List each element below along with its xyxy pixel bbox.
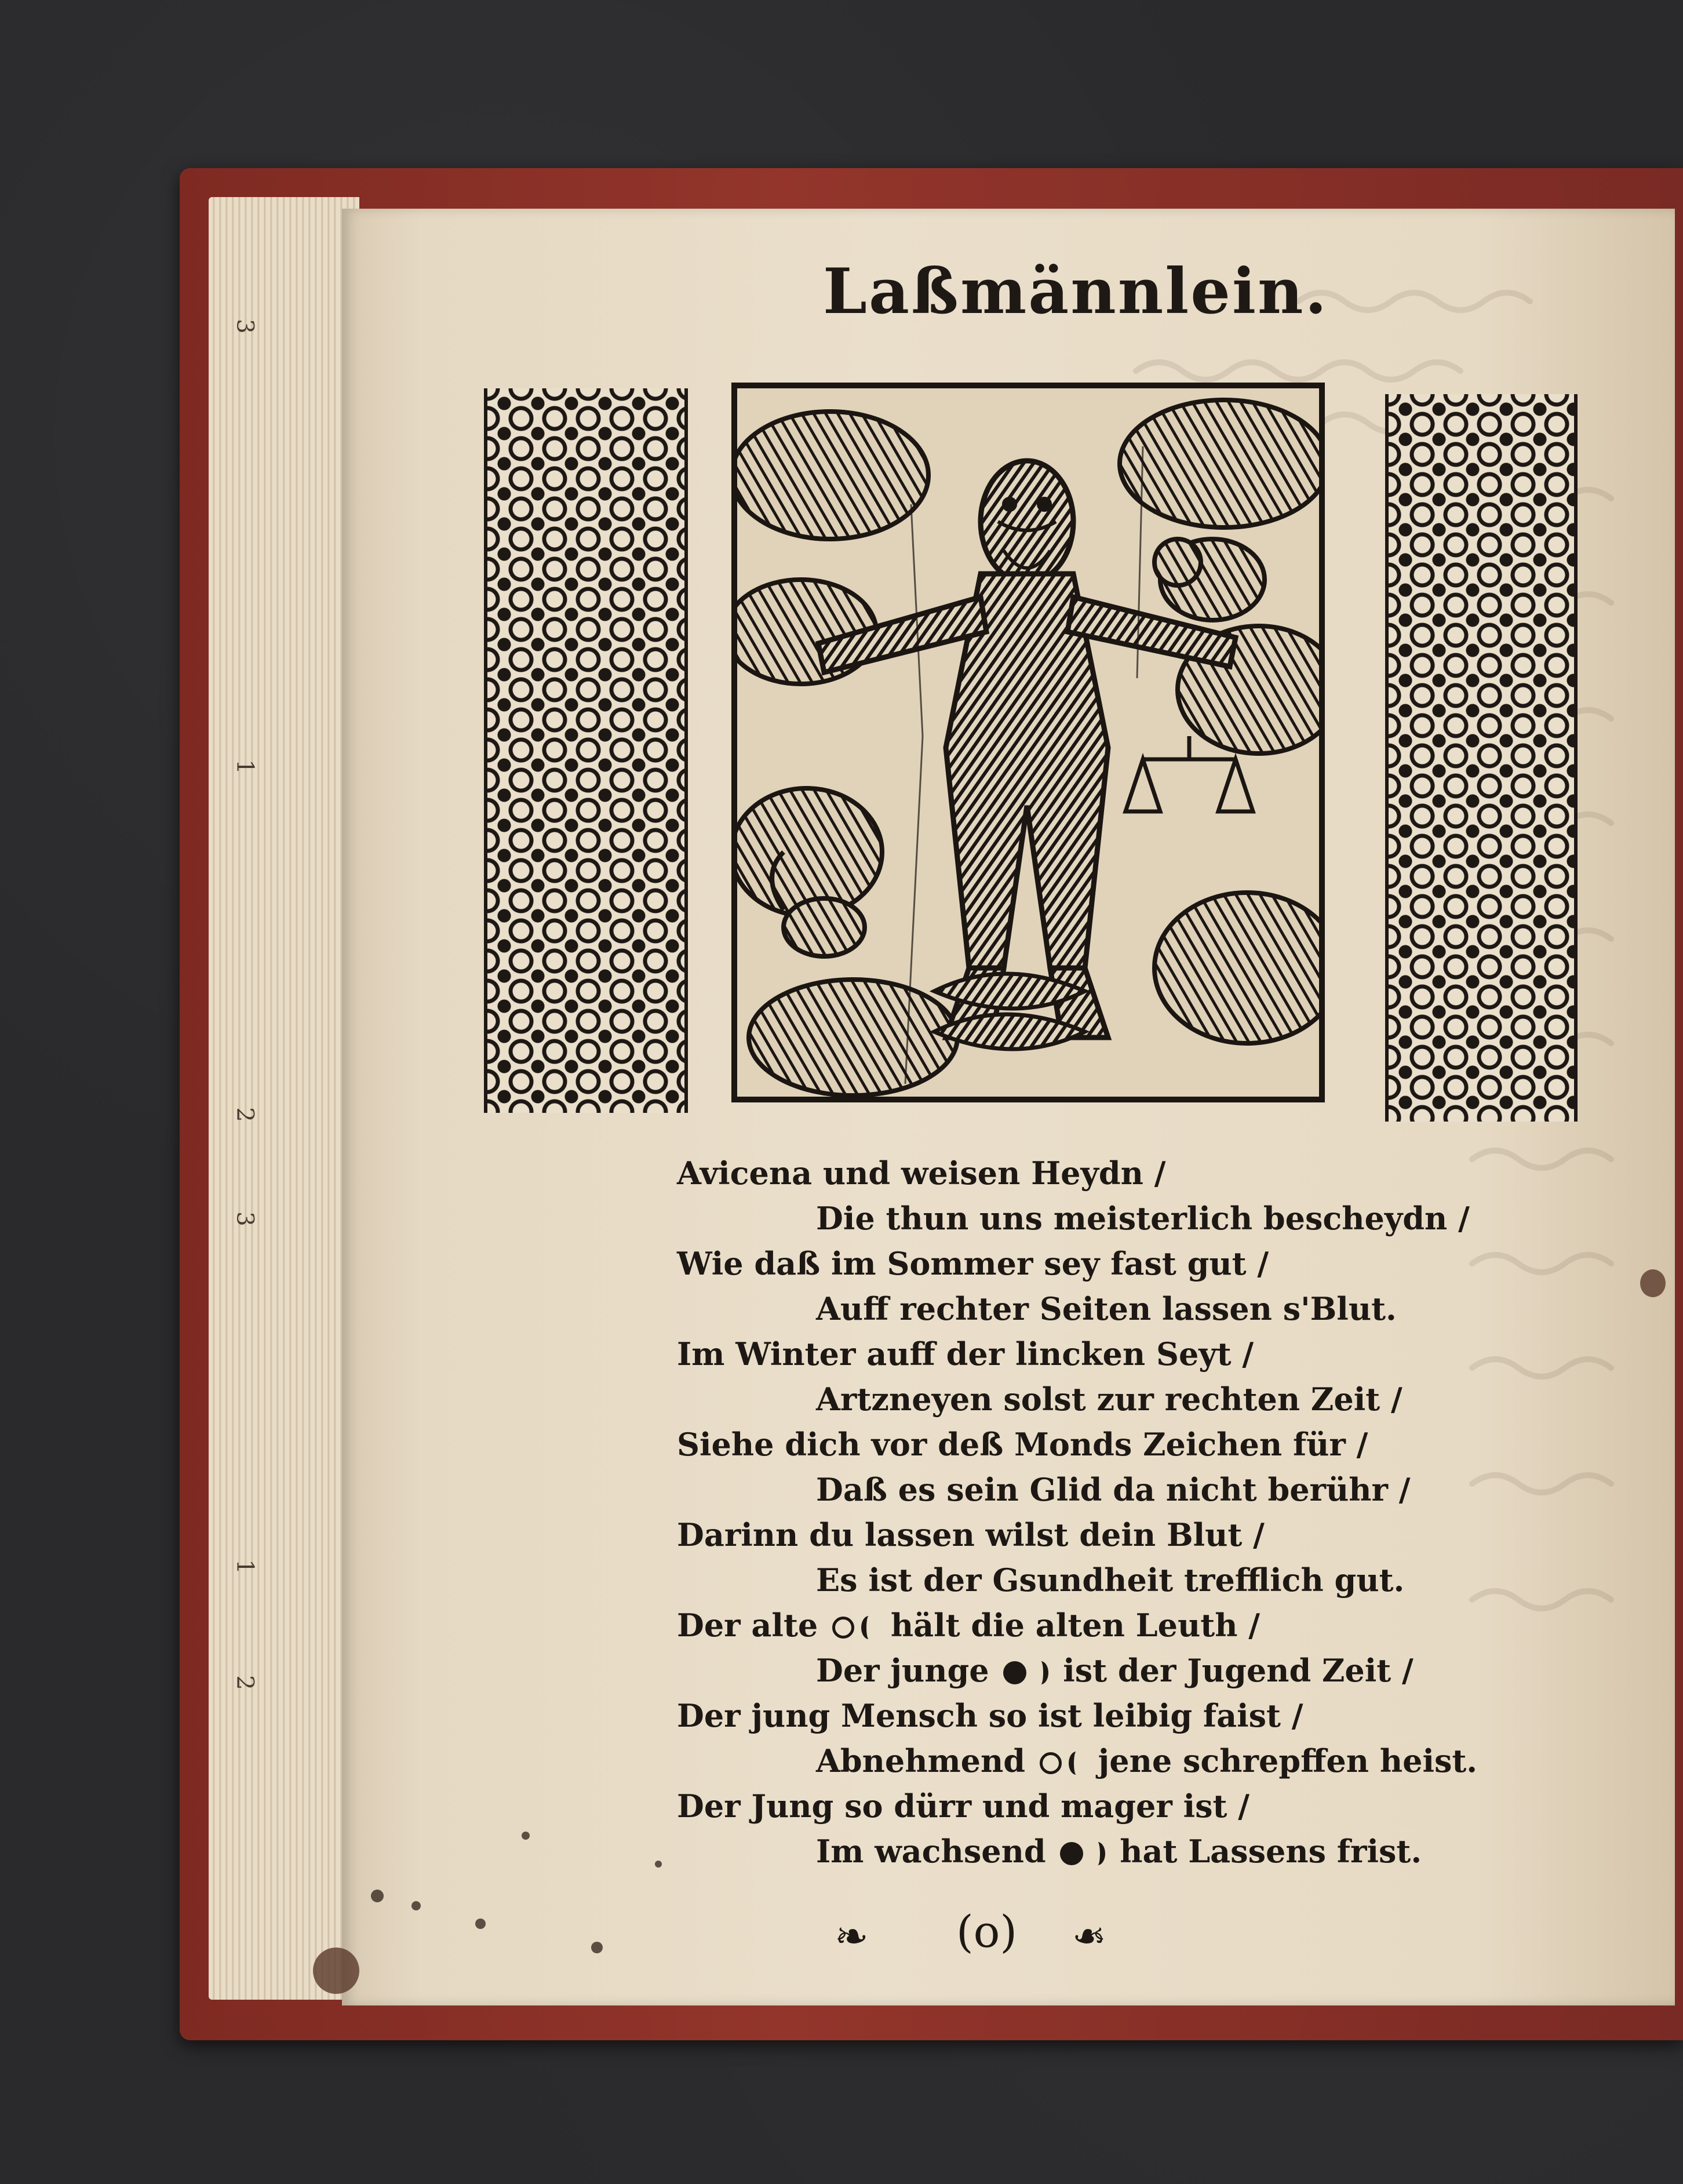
verse-line: Es ist der Gsundheit trefflich gut. [816, 1561, 1405, 1599]
verse-text: Der alte [677, 1607, 818, 1644]
verse-line-moon [677, 1829, 1581, 1874]
edge-mark: 1 [231, 1559, 258, 1574]
verse-line: Artzneyen solst zur rechten Zeit / [816, 1381, 1402, 1418]
verse-text: Abnehmend [816, 1742, 1026, 1779]
full-moon-icon [1003, 1661, 1026, 1684]
page-signature [835, 1901, 1159, 1959]
edge-mark: 3 [231, 319, 258, 334]
page-title: Laßmännlein. [823, 255, 1329, 328]
verse-line-moon [677, 1648, 1581, 1693]
verse-line: Wie daß im Sommer sey fast gut / [677, 1245, 1269, 1282]
ink-speck [591, 1942, 603, 1953]
waning-moon-icon [832, 1617, 854, 1639]
verse-text: hält die alten Leuth / [890, 1607, 1260, 1644]
ornament-column-left [484, 388, 688, 1113]
signature-mark: (o) [956, 1906, 1018, 1957]
verse-text: Im wachsend [816, 1833, 1046, 1870]
verse-line: Avicena und weisen Heydn / [677, 1155, 1166, 1192]
woodcut-zodiac-man [731, 383, 1325, 1102]
verse-text: ist der Jugend Zeit / [1063, 1652, 1414, 1689]
verse-line: Darinn du lassen wilst dein Blut / [677, 1516, 1265, 1553]
full-moon-icon [1060, 1842, 1083, 1865]
verse-line-moon [677, 1603, 1581, 1648]
verse-text: hat Lassens frist. [1120, 1833, 1422, 1870]
ink-speck [522, 1832, 530, 1840]
ink-speck [655, 1861, 662, 1868]
crescent-moon-icon [1090, 1842, 1105, 1865]
verse-line: Daß es sein Glid da nicht berühr / [816, 1471, 1411, 1508]
verse-text: jene schrepffen heist. [1098, 1742, 1478, 1779]
ornament-column-right [1385, 394, 1578, 1122]
edge-mark: 1 [231, 759, 258, 774]
fleuron-right-icon: ❧ [1072, 1913, 1106, 1960]
verse-line: Der Jung so dürr und mager ist / [677, 1788, 1250, 1825]
ink-stain [1640, 1269, 1666, 1297]
edge-mark: 2 [231, 1675, 258, 1690]
crescent-moon-icon [1033, 1661, 1048, 1684]
fleuron-left-icon: ❧ [835, 1913, 869, 1960]
verse-line: Im Winter auff der lincken Seyt / [677, 1335, 1254, 1373]
verse-line-moon [677, 1738, 1581, 1783]
ink-speck [411, 1901, 421, 1910]
verse-line: Der jung Mensch so ist leibig faist / [677, 1697, 1303, 1734]
edge-mark: 3 [231, 1211, 258, 1226]
edge-mark: 2 [231, 1107, 258, 1122]
verse-block [677, 1151, 1581, 1874]
verse-line: Auff rechter Seiten lassen s'Blut. [816, 1290, 1397, 1327]
crescent-moon-icon [861, 1616, 876, 1639]
verse-line: Siehe dich vor deß Monds Zeichen für / [677, 1426, 1368, 1463]
ink-stain [313, 1948, 359, 1994]
ink-speck [475, 1919, 486, 1929]
ink-speck [371, 1890, 384, 1902]
verse-text: Der junge [816, 1652, 989, 1689]
crescent-moon-icon [1069, 1752, 1084, 1775]
verse-line: Die thun uns meisterlich bescheydn / [816, 1200, 1470, 1237]
waning-moon-icon [1040, 1752, 1062, 1774]
edge-marks [214, 220, 267, 1959]
